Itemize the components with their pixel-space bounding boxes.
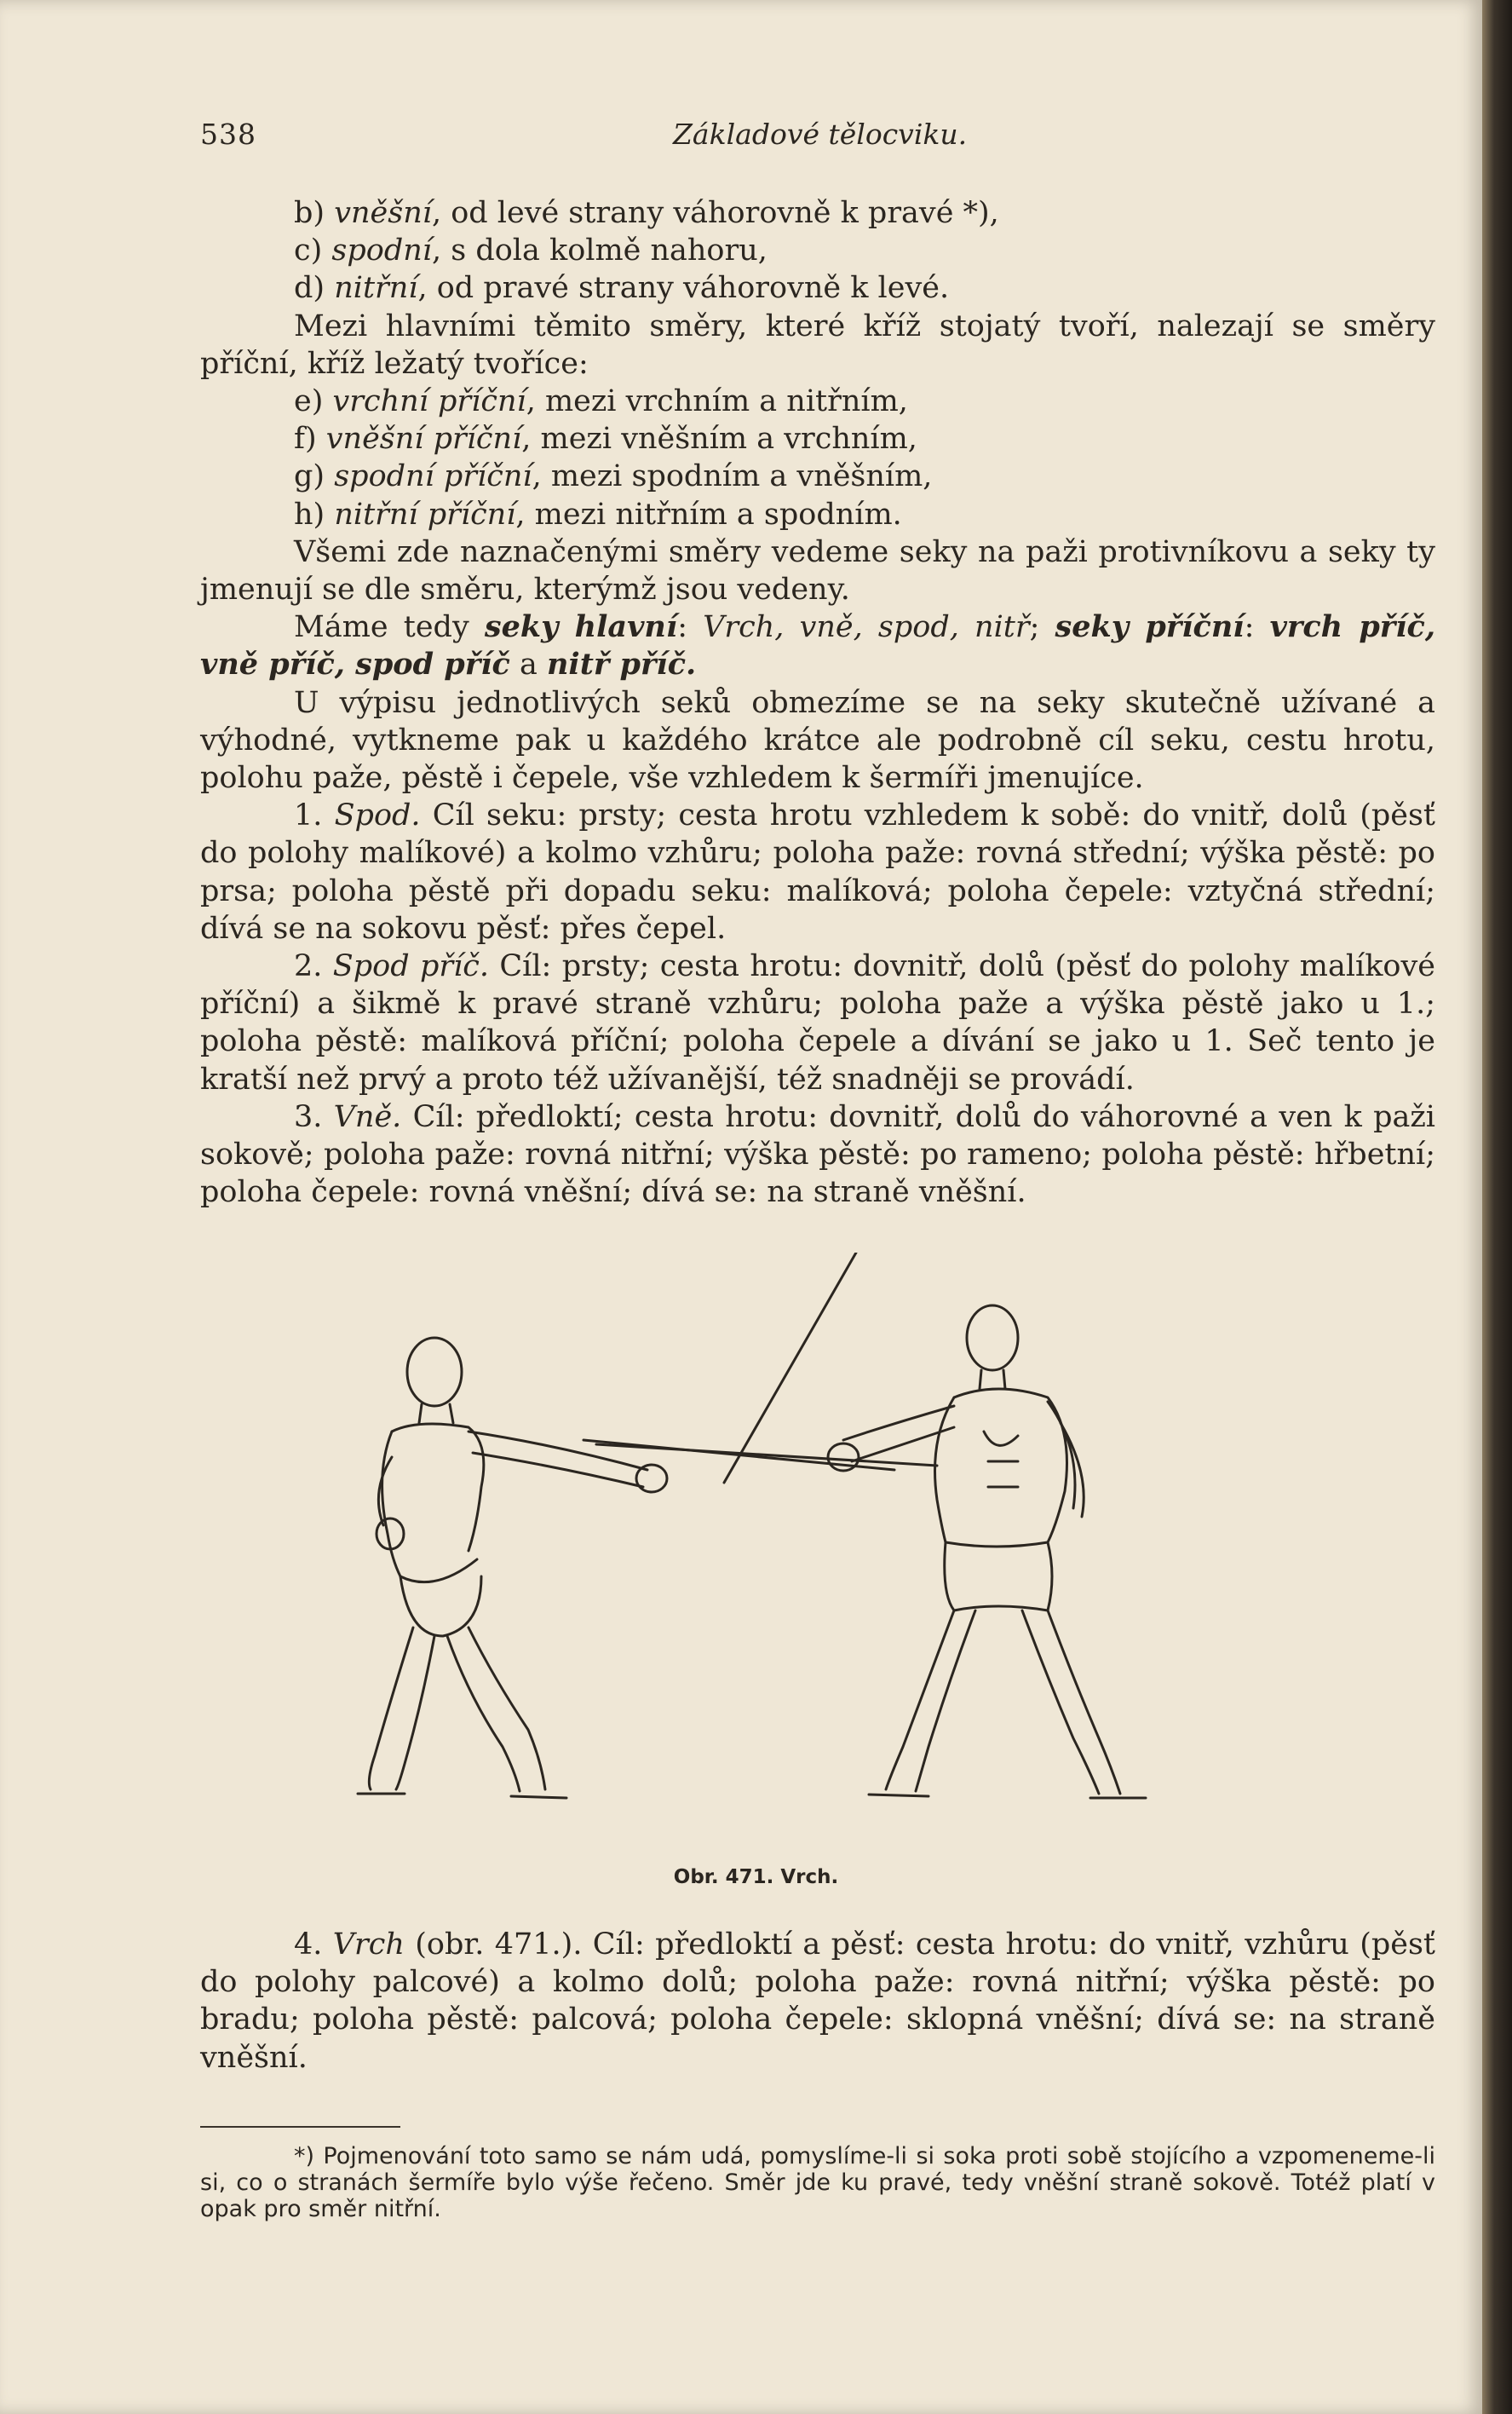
fencers-drawing <box>341 1253 1465 1883</box>
footnote-divider <box>200 2126 400 2128</box>
paragraph-mame: Máme tedy seky hlavní: Vrch, vně, spod, nitř; seky příční: vrch příč, vně příč, spod příč a nitř příč. <box>200 609 1436 683</box>
list-item-f: f) vněšní příční, mezi vněšním a vrchním, <box>294 422 917 457</box>
term: Vrch, vně, spod, nitř <box>703 610 1030 645</box>
list-item-b: b) vněšní, od levé strany váhorovně k pravé *), <box>294 196 999 230</box>
term: Vně. <box>333 1099 402 1134</box>
paragraph-4: 4. Vrch (obr. 471.). Cíl: předloktí a pěsť: cesta hrotu: do vnitř, vzhůru (pěsť do polohy palcové) a kolmo dolů; poloha paže: rovná nitřní; výška pěstě: po bradu; poloha pěstě: palcová; poloha čepele: sklopná vněšní; dívá se: na straně vněšní. <box>200 1927 1435 2075</box>
continuation-text <box>200 1926 1435 2077</box>
term: vněšní příční <box>325 422 522 457</box>
fencing-illustration <box>341 1253 1465 1883</box>
term: vrchní příční <box>332 384 526 419</box>
term: spodní <box>331 233 432 268</box>
term: seky hlavní <box>484 609 678 645</box>
paragraph-mezi: Mezi hlavními těmito směry, které kříž stojatý tvoří, nalezají se směry příční, kříž ležatý tvoříce: <box>200 308 1435 381</box>
paragraph-vsemi: Všemi zde naznačenými směry vedeme seky na paži protivníkovu a seky ty jmenují se dle směru, kterýmž jsou vedeny. <box>200 534 1435 608</box>
term: nitř příč. <box>546 647 697 683</box>
list-item-e: e) vrchní příční, mezi vrchním a nitřním, <box>294 384 908 419</box>
main-text <box>200 194 1435 1211</box>
right-fencer <box>828 1305 1146 1798</box>
page-header <box>200 118 1406 160</box>
running-title: Základové tělocviku. <box>673 118 968 151</box>
term: seky příční <box>1055 609 1245 645</box>
paragraph-vypis: U výpisu jednotlivých seků obmezíme se na seky skutečně užívané a výhodné, vytkneme pak u každého krátce ale podrobně cíl seku, cestu hrotu, polohu paže, pěstě i čepele, vše vzhledem k šermíři jmenujíce. <box>200 685 1435 796</box>
paragraph-2: 2. Spod příč. Cíl: prsty; cesta hrotu: dovnitř, dolů (pěsť do polohy malíkové příční) a šikmě k pravé straně vzhůru; poloha paže a výška pěstě jako u 1.; poloha pěstě: malíková příční; poloha čepele a dívání se jako u 1. Seč tento je kratší než prvý a proto též užívanější, též snadněji se provádí. <box>200 949 1435 1097</box>
term: nitřní příční <box>334 497 516 532</box>
list-item-c: c) spodní, s dola kolmě nahoru, <box>294 233 767 268</box>
list-item-d: d) nitřní, od pravé strany váhorovně k levé. <box>294 271 950 306</box>
left-fencer <box>358 1338 667 1798</box>
list-item-h: h) nitřní příční, mezi nitřním a spodním. <box>294 497 902 532</box>
footnote <box>200 2143 1435 2222</box>
term: Vrch <box>332 1927 405 1962</box>
sword-right <box>596 1444 937 1466</box>
paragraph-1: 1. Spod. Cíl seku: prsty; cesta hrotu vzhledem k sobě: do vnitř, dolů (pěsť do polohy malíkové) a kolmo vzhůru; poloha paže: rovná střední; výška pěstě: po prsa; poloha pěstě při dopadu seku: malíková; poloha čepele: vztyčná střední; dívá se na sokovu pěsť: přes čepel. <box>200 798 1435 946</box>
raised-sword <box>724 1253 856 1483</box>
figure-caption: Obr. 471. Vrch. <box>673 1866 839 1888</box>
term: vněšní <box>334 196 432 230</box>
term: spodní příční <box>334 459 532 494</box>
list-item-g: g) spodní příční, mezi spodním a vněšním, <box>294 459 933 494</box>
page-number: 538 <box>200 118 256 151</box>
term: vrch příč, vně příč, spod příč <box>200 609 1436 683</box>
footnote-text: *) Pojmenování toto samo se nám udá, pomyslíme-li si soka proti sobě stojícího a vzpomeneme-li si, co o stranách šermíře bylo výše řečeno. Směr jde ku pravé, tedy vněšní straně sokově. Totéž platí v opak pro směr nitřní. <box>200 2143 1435 2222</box>
term: Spod. <box>334 798 421 833</box>
paragraph-3: 3. Vně. Cíl: předloktí; cesta hrotu: dovnitř, dolů do váhorovné a ven k paži sokově; poloha paže: rovná nitřní; výška pěstě: po rameno; poloha pěstě: hřbetní; poloha čepele: rovná vněšní; dívá se: na straně vněšní. <box>200 1099 1435 1210</box>
term: Spod příč. <box>332 949 490 984</box>
term: nitřní <box>334 271 418 306</box>
book-spine-edge <box>1482 0 1512 2414</box>
